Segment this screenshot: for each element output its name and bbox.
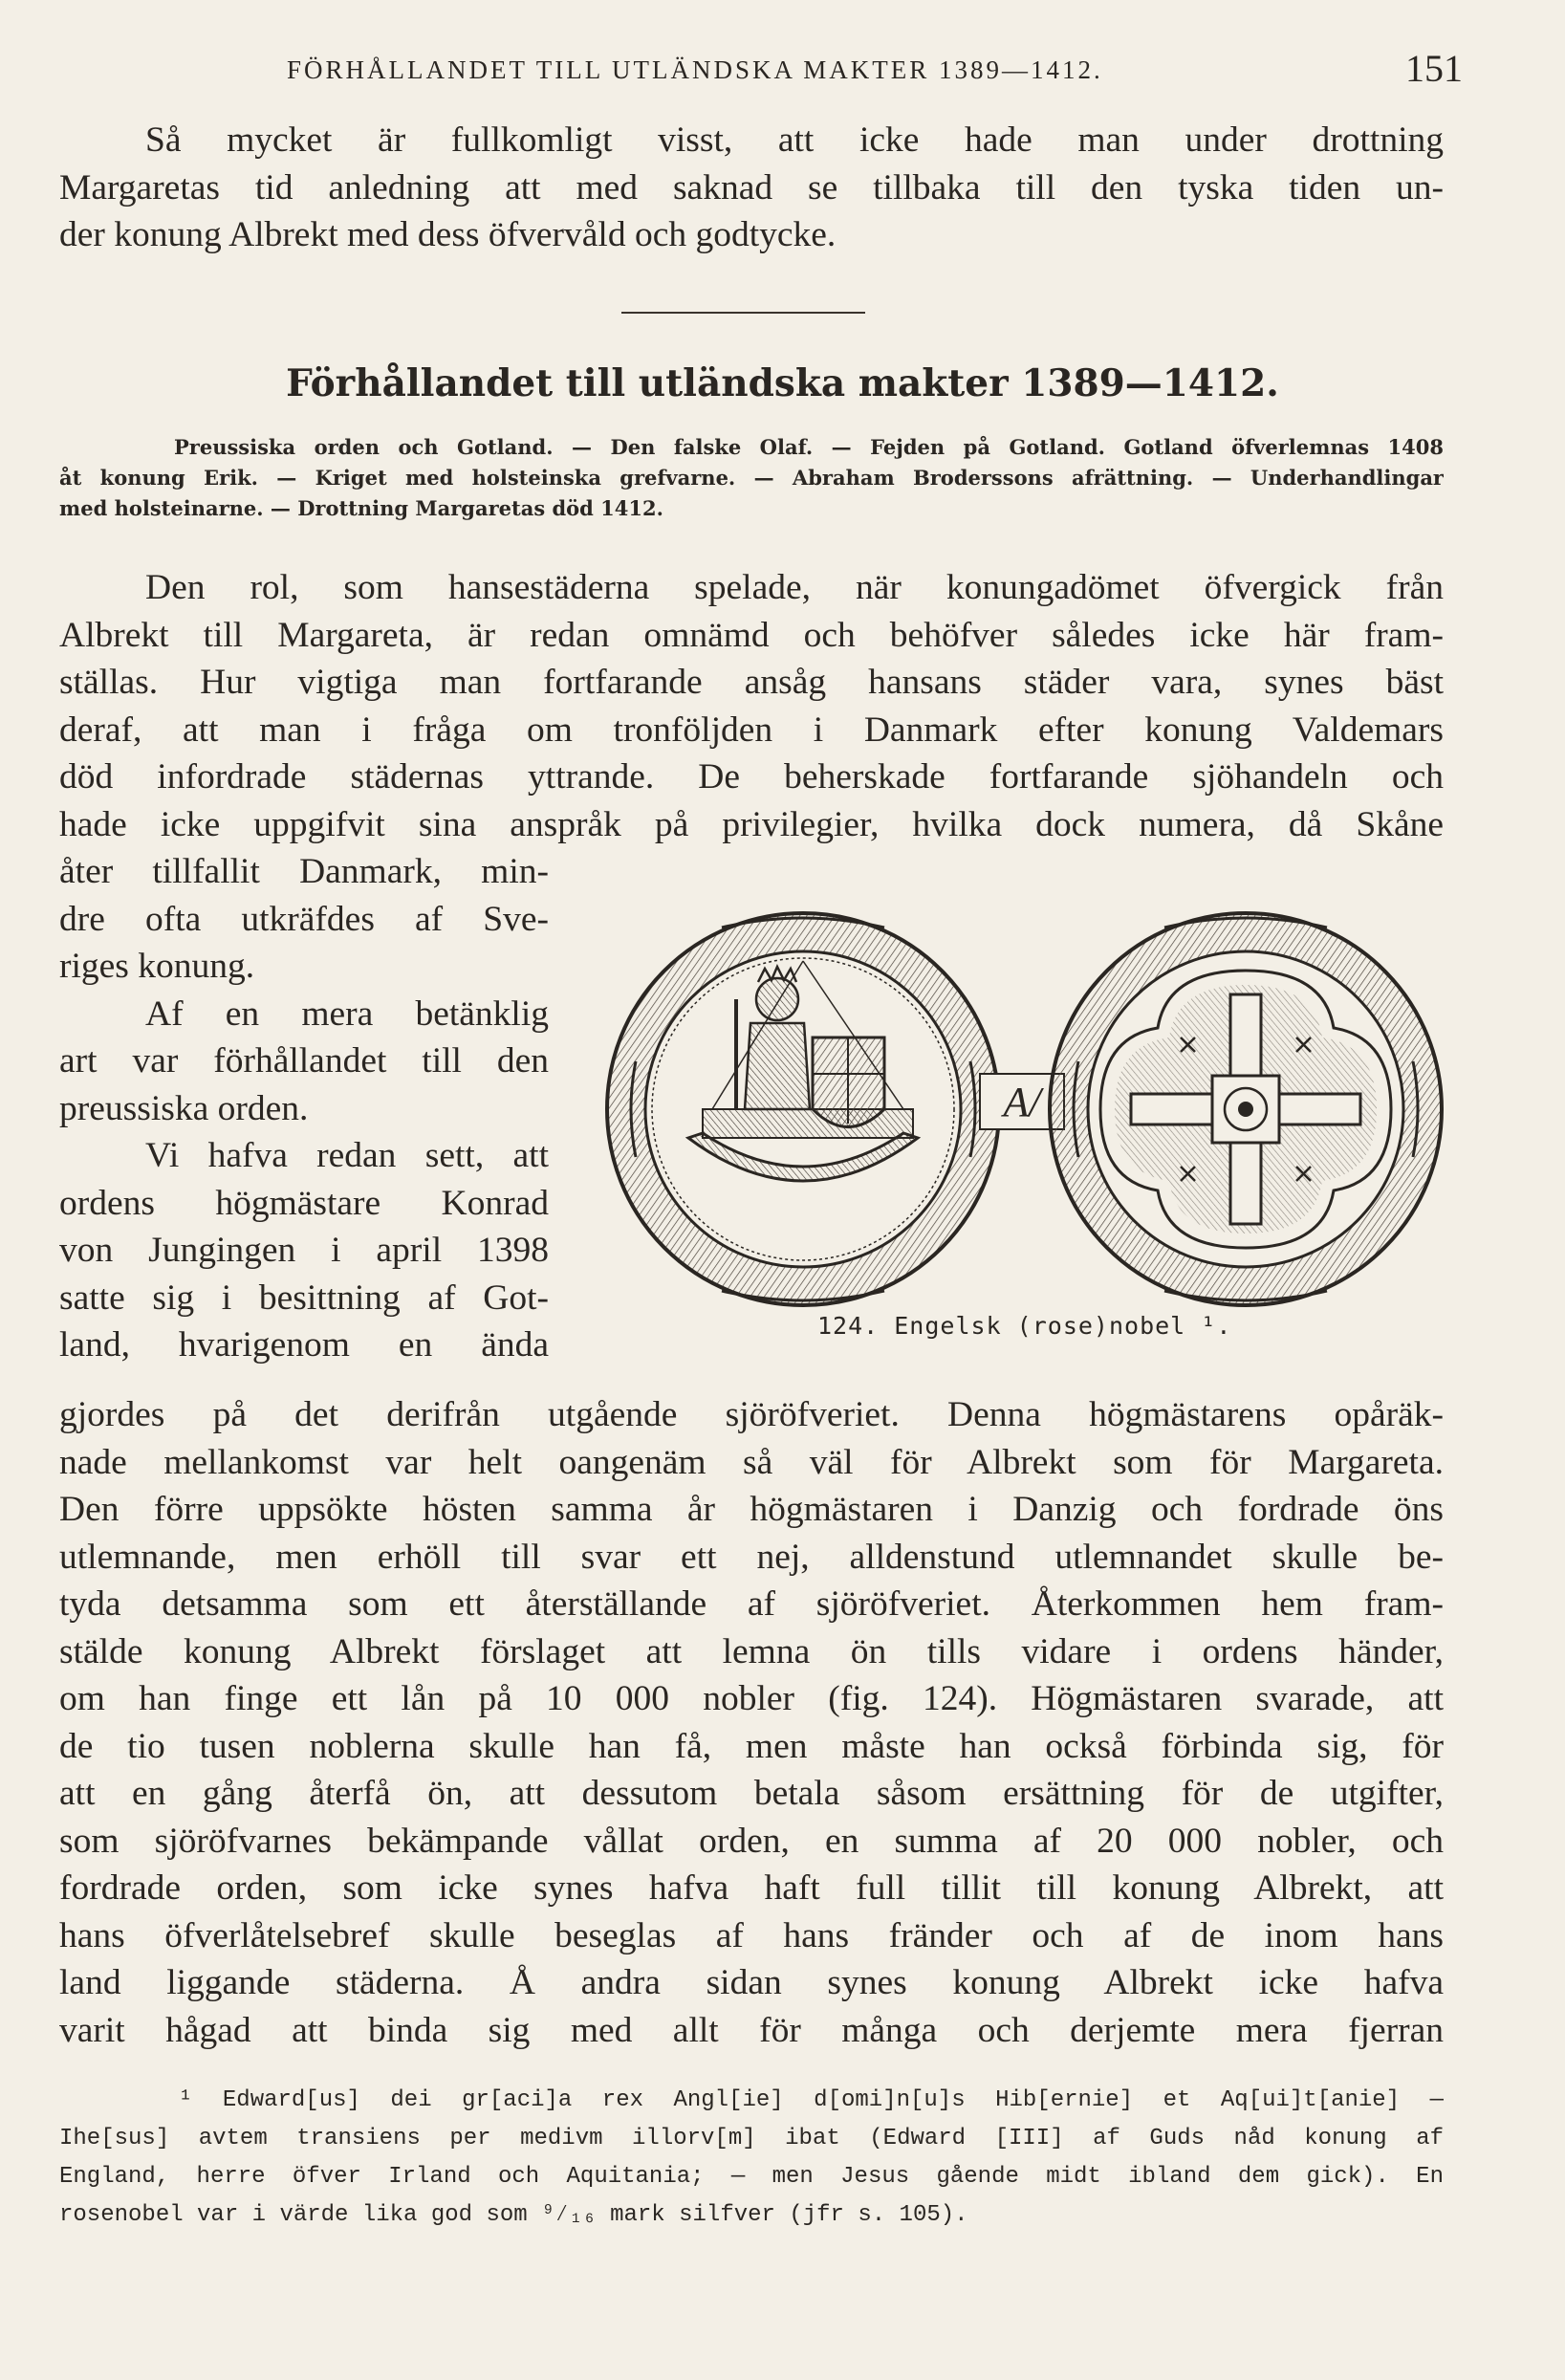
text-line: åter tillfallit Danmark, min- (59, 852, 549, 891)
text-line: att en gång återfå ön, att dessutom betala såsom ersättning för de utgifter, (59, 1774, 1444, 1813)
text-line: Albrekt till Margareta, är redan omnämd och behöfver således icke här fram- (59, 615, 1444, 655)
text-line: Så mycket är fullkomligt visst, att icke hade man under drottning (145, 120, 1444, 160)
text-line: hade icke uppgifvit sina anspråk på privilegier, hvilka dock numera, då Skåne (59, 804, 1444, 844)
coin-reverse (1050, 913, 1442, 1305)
summary-line: med holsteinarne. — Drottning Margaretas död 1412. (59, 496, 663, 520)
section-summary (59, 432, 1444, 524)
text-line: stälde konung Albrekt förslaget att lemna ön tills vidare i ordens händer, (59, 1631, 1444, 1671)
figure-caption: 124. Engelsk (rose)nobel ¹. (817, 1312, 1232, 1340)
text-line: som sjöröfvarnes bekämpande vållat orden, en summa af 20 000 nobler, och (59, 1821, 1444, 1861)
text-line: Vi hafva redan sett, att (145, 1136, 549, 1175)
page-number: 151 (1405, 47, 1463, 90)
coin-mark-text: A/ (1003, 1079, 1041, 1125)
text-line: Margaretas tid anledning att med saknad se tillbaka till den tyska tiden un- (59, 167, 1444, 207)
text-line: hans öfverlåtelsebref skulle beseglas af hans fränder och af de inom hans (59, 1915, 1444, 1955)
lower-paragraph (59, 1391, 1444, 2054)
text-line: fordrade orden, som icke synes hafva haft full tillit till konung Albrekt, att (59, 1868, 1444, 1908)
text-line: utlemnande, men erhöll till svar ett nej, alldenstund utlemnandet skulle be- (59, 1537, 1444, 1577)
text-line: von Jungingen i april 1398 (59, 1231, 549, 1270)
section-title: Förhållandet till utländska makter 1389—1412. (286, 361, 1279, 405)
text-line: riges konung. (59, 947, 255, 986)
footnote-line: Ihe[sus] avtem transiens per medivm illorv[m] ibat (Edward [III] af Guds nåd konung af (59, 2126, 1444, 2151)
text-line: om han finge ett lån på 10 000 nobler (fig. 124). Högmästaren svarade, att (59, 1679, 1444, 1718)
text-line: preussiska orden. (59, 1088, 309, 1128)
text-line: nade mellankomst var helt oangenäm så väl för Albrekt som för Margareta. (59, 1442, 1444, 1482)
intro-paragraph (59, 117, 1444, 259)
rose-noble-figure (598, 894, 1448, 1343)
section-divider (621, 312, 865, 314)
text-line: död infordrade städernas yttrande. De beherskade fortfarande sjöhandeln och (59, 757, 1444, 797)
text-line: tyda detsamma som ett återställande af sjöröfveriet. Återkommen hem fram- (59, 1584, 1444, 1624)
text-line: varit hågad att binda sig med allt för många och derjemte mera fjerran (59, 2010, 1444, 2050)
running-head: FÖRHÅLLANDET TILL UTLÄNDSKA MAKTER 1389—1412. (287, 55, 1103, 84)
text-line: art var förhållandet till den (59, 1041, 549, 1081)
summary-line: åt konung Erik. — Kriget med holsteinska grefvarne. — Abraham Broderssons afrättning. — Underhandlingar (59, 466, 1444, 490)
text-line: gjordes på det derifrån utgående sjöröfveriet. Denna högmästarens opåräk- (59, 1395, 1444, 1434)
text-line: Den rol, som hansestäderna spelade, när konungadömet öfvergick från (145, 568, 1444, 607)
text-line: der konung Albrekt med dess öfvervåld och godtycke. (59, 215, 837, 254)
text-line: satte sig i besittning af Got- (59, 1277, 549, 1318)
text-line: ställas. Hur vigtiga man fortfarande ansåg hansans städer vara, synes bäst (59, 663, 1444, 702)
coin-illustration (598, 894, 1448, 1343)
text-line: land liggande städerna. Å andra sidan synes konung Albrekt icke hafva (59, 1963, 1444, 2002)
coin-obverse (607, 913, 999, 1305)
summary-line: Preussiska orden och Gotland. — Den falske Olaf. — Fejden på Gotland. Gotland öfverlemnas 1408 (174, 435, 1444, 459)
footnote (59, 2082, 1444, 2235)
text-line: ordens högmästare Konrad (59, 1183, 549, 1223)
footnote-line: England, herre öfver Irland och Aquitania; — men Jesus gående midt ibland dem gick). En (59, 2164, 1444, 2190)
text-line: land, hvarigenom en ända (59, 1325, 549, 1365)
footnote-line: rosenobel var i värde lika god som ⁹⁄₁₆ mark silfver (jfr s. 105). (59, 2202, 968, 2228)
footnote-line: ¹ Edward[us] dei gr[aci]a rex Angl[ie] d[omi]n[u]s Hib[ernie] et Aq[ui]t[anie] — (179, 2087, 1444, 2113)
text-line: dre ofta utkräfdes af Sve- (59, 899, 549, 939)
text-line: Af en mera betänklig (145, 993, 549, 1034)
text-line: Den förre uppsökte hösten samma år högmästaren i Danzig och fordrade öns (59, 1490, 1444, 1529)
text-line: deraf, att man i fråga om tronföljden i Danmark efter konung Valdemars (59, 710, 1444, 750)
text-line: de tio tusen noblerna skulle han få, men måste han också förbinda sig, för (59, 1726, 1444, 1766)
